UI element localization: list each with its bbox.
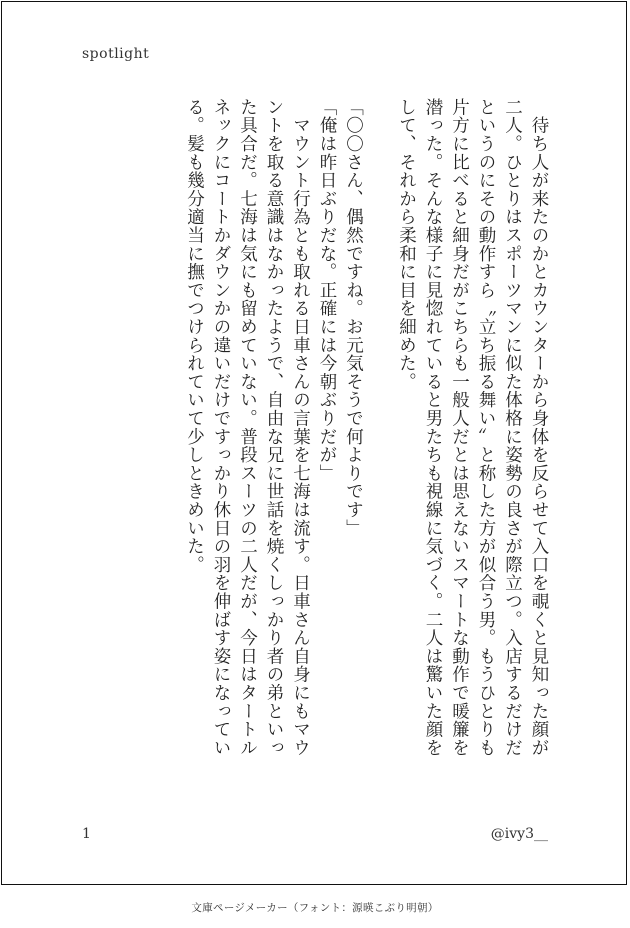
blank-line xyxy=(367,98,394,798)
text-line-1: 待ち人が来たのかとカウンターから身体を反らせて入口を覗くと見知った顔が xyxy=(529,98,549,757)
vertical-text-body xyxy=(72,98,552,798)
text-line-7: マウント行為とも取れる日車さんの言葉を七海は流す。日車さん自身にもマウ xyxy=(290,98,311,757)
text-line-5: 潜った。そんな様子に見惚れていると男たちも視線に気づく。二人は驚いた顔を xyxy=(423,98,443,757)
text-line-8: ントを取る意識はなかったようで、自由な兄に世話を焼くしっかり者の弟といっ xyxy=(264,98,284,757)
text-line-3: というのにその動作すら〝立ち振る舞い〟と称した方が似合う男。もうひとりも xyxy=(476,98,496,757)
text-line-9: た具合だ。七海は気にも留めていない。普段スーツの二人だが、今日はタートル xyxy=(237,98,258,757)
credit-caption: 文庫ページメーカー（フォント：源暎こぶり明朝） xyxy=(191,902,439,914)
page-header-title: spotlight xyxy=(82,46,150,62)
text-line-4: 片方に比べると細身だがこちらも一般人だとは思えないスマートな動作で暖簾を xyxy=(449,98,470,757)
text-line-11: る。髪も幾分適当に撫でつけられていて少しときめいた。 xyxy=(184,98,205,574)
text-line-2: 二人。ひとりはスポーツマンに似た体格に姿勢の良さが際立つ。入店するだけだ xyxy=(502,98,523,757)
dialogue-line-1: 「〇〇さん、偶然ですね。お元気そうで何よりです」 xyxy=(343,98,364,538)
text-line-10: ネックにコートかダウンかの違いだけですっかり休日の羽を伸ばす姿になってい xyxy=(211,98,231,757)
dialogue-line-2: 「俺は昨日ぶりだな。正確には今朝ぶりだが」 xyxy=(317,98,337,483)
page-number: 1 xyxy=(82,826,91,842)
author-handle: @ivy3__ xyxy=(490,826,548,842)
text-line-6: して、それから柔和に目を細めた。 xyxy=(396,98,417,391)
